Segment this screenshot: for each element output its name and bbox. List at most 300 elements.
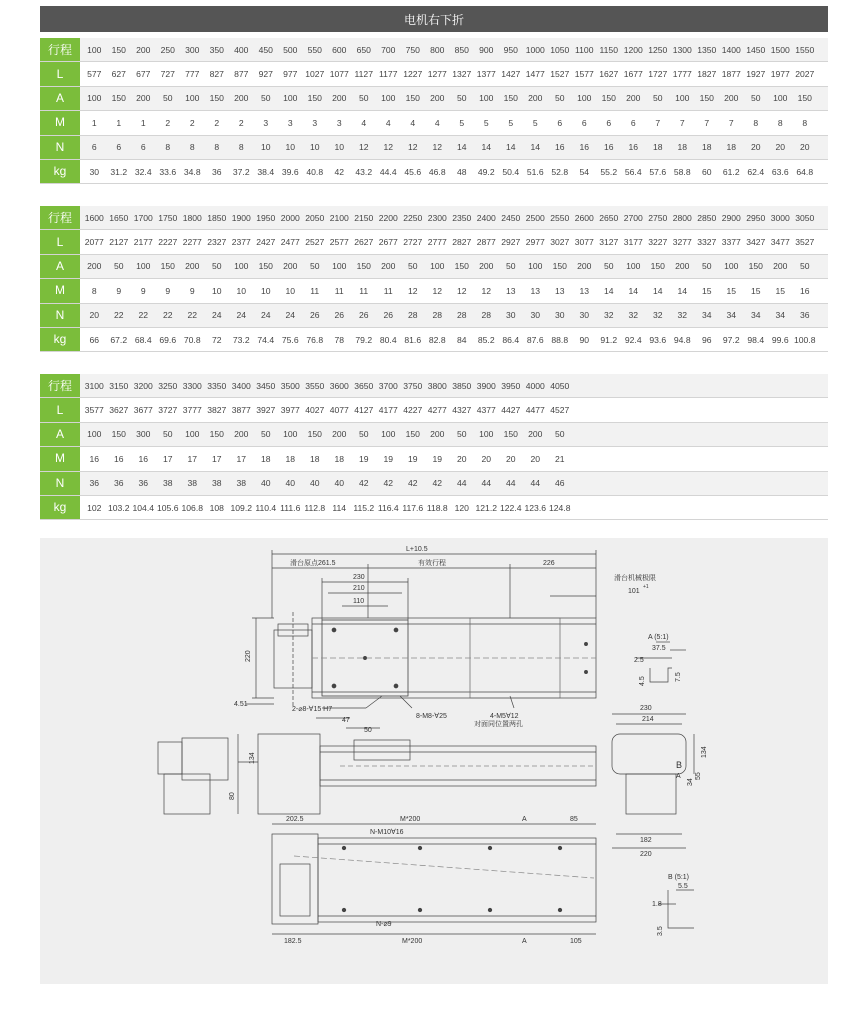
- table-cell: 200: [528, 429, 543, 440]
- table-cell: 100: [773, 93, 788, 104]
- table-cell: 950: [503, 44, 518, 55]
- table-cell: 100: [724, 261, 739, 272]
- row-cells: [80, 374, 828, 397]
- table-cell: 74.4: [257, 334, 275, 345]
- table-cell: 4: [385, 117, 391, 128]
- detail-a-25: 2.5: [634, 657, 644, 664]
- table-cell: 57.6: [649, 166, 667, 177]
- table-cell: 8: [189, 142, 195, 153]
- table-cell: 22: [187, 310, 198, 321]
- table-cell: 4477: [525, 405, 545, 416]
- spec-row: [40, 398, 828, 422]
- table-cell: 1: [91, 117, 97, 128]
- table-cell: 116.4: [377, 502, 399, 513]
- table-cell: 38: [236, 478, 247, 489]
- table-cell: 150: [503, 93, 518, 104]
- table-cell: 100: [185, 429, 200, 440]
- table-cell: 64.8: [796, 166, 814, 177]
- table-cell: 42: [432, 478, 443, 489]
- table-cell: 3750: [403, 380, 423, 391]
- row-cells: [80, 62, 828, 85]
- table-cell: 36: [799, 310, 810, 321]
- table-cell: 110.4: [255, 502, 277, 513]
- table-cell: 16: [628, 142, 639, 153]
- table-cell: 86.4: [502, 334, 520, 345]
- dim-226: 226: [543, 560, 555, 567]
- table-cell: 3777: [182, 405, 202, 416]
- table-cell: 600: [332, 44, 347, 55]
- table-cell: 100: [87, 44, 102, 55]
- table-cell: 16: [579, 142, 590, 153]
- table-cell: 300: [185, 44, 200, 55]
- table-cell: 1400: [721, 44, 741, 55]
- table-cell: 100: [283, 429, 298, 440]
- table-cell: 32.4: [134, 166, 152, 177]
- dimension-drawing-panel: [40, 538, 828, 984]
- table-cell: 5: [532, 117, 538, 128]
- row-cells: [80, 472, 828, 495]
- table-cell: 3077: [574, 237, 594, 248]
- table-cell: 108: [209, 502, 224, 513]
- table-cell: 44: [456, 478, 467, 489]
- dim-origin: 滑台原点261.5: [290, 560, 336, 567]
- table-cell: 650: [356, 44, 371, 55]
- table-cell: 2127: [109, 237, 129, 248]
- table-cell: 200: [773, 261, 788, 272]
- row-cells: [80, 230, 828, 253]
- dim-80: 80: [229, 792, 236, 800]
- table-cell: 50: [456, 429, 467, 440]
- table-cell: 927: [258, 69, 273, 80]
- table-cell: 577: [87, 69, 102, 80]
- table-cell: 150: [748, 261, 763, 272]
- table-cell: 38: [211, 478, 222, 489]
- table-cell: 200: [577, 261, 592, 272]
- end-220: 220: [640, 851, 652, 858]
- table-cell: 3327: [697, 237, 717, 248]
- table-cell: 13: [579, 285, 590, 296]
- table-cell: 18: [260, 453, 271, 464]
- table-cell: 3: [263, 117, 269, 128]
- table-cell: 11: [310, 285, 320, 296]
- row-cells: [80, 423, 828, 446]
- table-cell: 90: [579, 334, 590, 345]
- table-cell: 19: [383, 453, 394, 464]
- table-cell: 14: [652, 285, 663, 296]
- table-cell: 20: [481, 453, 492, 464]
- table-cell: 200: [283, 261, 298, 272]
- table-cell: 2: [214, 117, 220, 128]
- technical-drawing: [40, 538, 828, 984]
- spec-row: [40, 496, 828, 520]
- table-cell: 827: [209, 69, 224, 80]
- table-cell: 14: [603, 285, 614, 296]
- table-cell: 42: [407, 478, 418, 489]
- table-cell: 1177: [379, 69, 398, 80]
- table-cell: 8: [802, 117, 808, 128]
- table-cell: 30: [505, 310, 516, 321]
- table-cell: 3977: [280, 405, 300, 416]
- table-cell: 3400: [231, 380, 251, 391]
- table-cell: 123.6: [524, 502, 546, 513]
- table-cell: 150: [454, 261, 469, 272]
- row-label: kg: [40, 328, 80, 351]
- table-cell: 34: [750, 310, 761, 321]
- detail-a-75: 7.5: [675, 672, 682, 682]
- table-cell: 68.4: [134, 334, 152, 345]
- spec-row: [40, 279, 828, 303]
- table-cell: 2: [165, 117, 171, 128]
- table-cell: 2177: [133, 237, 153, 248]
- table-cell: 17: [187, 453, 198, 464]
- row-cells: [80, 447, 828, 470]
- table-cell: 2827: [452, 237, 472, 248]
- table-cell: 124.8: [548, 502, 571, 513]
- table-cell: 10: [285, 285, 296, 296]
- table-cell: 1050: [550, 44, 570, 55]
- table-cell: 28: [456, 310, 467, 321]
- table-cell: 200: [185, 261, 200, 272]
- table-cell: 200: [234, 429, 249, 440]
- detail-b-title: B (5:1): [668, 874, 690, 881]
- table-cell: 3827: [207, 405, 227, 416]
- table-cell: 1450: [746, 44, 766, 55]
- table-cell: 58.8: [673, 166, 691, 177]
- table-cell: 1200: [623, 44, 643, 55]
- table-cell: 13: [505, 285, 516, 296]
- dim-m200-bottom: M*200: [402, 938, 423, 945]
- table-cell: 150: [111, 44, 126, 55]
- table-cell: 3550: [305, 380, 325, 391]
- table-cell: 30: [89, 166, 100, 177]
- table-cell: 1550: [795, 44, 815, 55]
- table-cell: 72: [211, 334, 222, 345]
- table-cell: 1500: [770, 44, 790, 55]
- table-cell: 40: [260, 478, 271, 489]
- table-cell: 104.4: [132, 502, 154, 513]
- table-cell: 44: [505, 478, 516, 489]
- table-cell: 50: [260, 93, 271, 104]
- table-cell: 45.6: [404, 166, 422, 177]
- table-cell: 2850: [697, 212, 717, 223]
- end-mark-a: A: [676, 773, 681, 780]
- table-cell: 36: [138, 478, 149, 489]
- table-cell: 34: [775, 310, 786, 321]
- table-cell: 24: [211, 310, 222, 321]
- table-cell: 20: [89, 310, 100, 321]
- table-cell: 60: [701, 166, 712, 177]
- table-cell: 2077: [84, 237, 104, 248]
- table-cell: 1650: [109, 212, 129, 223]
- table-cell: 200: [234, 93, 249, 104]
- table-cell: 3450: [256, 380, 276, 391]
- table-cell: 114: [332, 502, 347, 513]
- row-cells: [80, 160, 828, 183]
- table-cell: 118.8: [426, 502, 448, 513]
- table-cell: 4527: [550, 405, 570, 416]
- dim-m5-note: 对面同位置两孔: [474, 721, 523, 728]
- table-cell: 88.8: [551, 334, 569, 345]
- table-cell: 200: [479, 261, 494, 272]
- table-cell: 1227: [403, 69, 423, 80]
- dim-110: 110: [353, 598, 365, 605]
- table-cell: 26: [383, 310, 394, 321]
- table-cell: 12: [407, 285, 418, 296]
- table-cell: 2427: [256, 237, 276, 248]
- table-cell: 12: [358, 142, 369, 153]
- table-cell: 100: [430, 261, 445, 272]
- table-cell: 6: [630, 117, 636, 128]
- table-cell: 102: [87, 502, 102, 513]
- table-cell: 14: [505, 142, 516, 153]
- row-label: A: [40, 255, 80, 278]
- table-cell: 6: [557, 117, 563, 128]
- table-cell: 15: [701, 285, 712, 296]
- table-cell: 14: [677, 285, 688, 296]
- table-cell: 73.2: [232, 334, 250, 345]
- row-label: M: [40, 279, 80, 302]
- table-cell: 150: [650, 261, 665, 272]
- table-cell: 30: [554, 310, 565, 321]
- table-cell: 10: [260, 142, 271, 153]
- table-cell: 2600: [574, 212, 594, 223]
- table-cell: 7: [655, 117, 661, 128]
- table-cell: 42: [358, 478, 369, 489]
- table-cell: 150: [405, 93, 420, 104]
- table-cell: 3: [312, 117, 318, 128]
- table-cell: 46.8: [428, 166, 446, 177]
- table-cell: 700: [381, 44, 396, 55]
- table-cell: 2550: [550, 212, 570, 223]
- dim-m200: M*200: [400, 816, 421, 823]
- table-cell: 1577: [574, 69, 594, 80]
- table-cell: 4377: [476, 405, 496, 416]
- table-cell: 54: [579, 166, 590, 177]
- table-cell: 100: [577, 93, 592, 104]
- table-cell: 4: [361, 117, 367, 128]
- table-cell: 28: [407, 310, 418, 321]
- detail-b-55: 5.5: [678, 883, 688, 890]
- table-cell: 8: [777, 117, 783, 128]
- dim-85: 85: [570, 816, 578, 823]
- end-55: 55: [695, 772, 702, 780]
- table-cell: 6: [606, 117, 612, 128]
- table-cell: 3700: [378, 380, 398, 391]
- table-cell: 12: [407, 142, 418, 153]
- dim-47: 47: [342, 717, 350, 724]
- table-cell: 2000: [280, 212, 300, 223]
- dim-limit-label: 滑台机械极限: [614, 575, 656, 582]
- dim-m8: 8-M8-∀25: [416, 713, 447, 720]
- table-cell: 75.6: [281, 334, 299, 345]
- row-cells: [80, 398, 828, 421]
- table-cell: 1000: [525, 44, 545, 55]
- table-cell: 63.6: [771, 166, 789, 177]
- table-cell: 3177: [623, 237, 643, 248]
- table-cell: 18: [334, 453, 345, 464]
- row-cells: [80, 304, 828, 327]
- table-cell: 28: [481, 310, 492, 321]
- table-cell: 2227: [158, 237, 178, 248]
- spec-row: [40, 328, 828, 352]
- table-cell: 1727: [648, 69, 668, 80]
- table-cell: 92.4: [624, 334, 642, 345]
- table-cell: 12: [383, 142, 394, 153]
- table-cell: 4077: [329, 405, 349, 416]
- table-cell: 1627: [599, 69, 619, 80]
- row-label: L: [40, 230, 80, 253]
- table-cell: 82.8: [428, 334, 446, 345]
- row-cells: [80, 255, 828, 278]
- end-230: 230: [640, 705, 652, 712]
- table-cell: 777: [185, 69, 200, 80]
- table-cell: 12: [481, 285, 492, 296]
- table-cell: 2527: [305, 237, 325, 248]
- table-cell: 26: [334, 310, 345, 321]
- table-cell: 117.6: [402, 502, 424, 513]
- table-cell: 2627: [354, 237, 374, 248]
- dim-1825: 182.5: [284, 938, 302, 945]
- table-cell: 1677: [623, 69, 643, 80]
- row-cells: [80, 328, 828, 351]
- table-cell: 20: [505, 453, 516, 464]
- table-cell: 42: [334, 166, 345, 177]
- table-cell: 99.6: [771, 334, 789, 345]
- table-cell: 44: [530, 478, 541, 489]
- table-cell: 1150: [599, 44, 618, 55]
- table-cell: 76.8: [306, 334, 324, 345]
- table-cell: 2677: [378, 237, 398, 248]
- dim-pin-holes: 2-⌀8-∀15 H7: [292, 706, 333, 713]
- spec-table-1: [40, 38, 828, 184]
- table-cell: 44: [481, 478, 492, 489]
- table-cell: 50: [456, 93, 467, 104]
- row-label: kg: [40, 160, 80, 183]
- table-cell: 42: [383, 478, 394, 489]
- row-cells: [80, 279, 828, 302]
- table-cell: 7: [728, 117, 734, 128]
- table-cell: 15: [726, 285, 737, 296]
- table-cell: 100.8: [793, 334, 816, 345]
- table-cell: 550: [307, 44, 322, 55]
- detail-a-45: 4.5: [639, 676, 646, 686]
- table-cell: 61.2: [722, 166, 740, 177]
- table-cell: 2450: [501, 212, 521, 223]
- spec-row: [40, 206, 828, 230]
- table-cell: 33.6: [159, 166, 177, 177]
- table-cell: 106.8: [181, 502, 203, 513]
- spec-table-2: [40, 206, 828, 352]
- table-cell: 8: [214, 142, 220, 153]
- detail-a-375: 37.5: [652, 645, 666, 652]
- table-cell: 121.2: [475, 502, 497, 513]
- table-cell: 17: [236, 453, 247, 464]
- table-cell: 22: [138, 310, 149, 321]
- table-cell: 50: [358, 93, 369, 104]
- end-182: 182: [640, 837, 652, 844]
- table-cell: 1977: [770, 69, 790, 80]
- table-cell: 1527: [550, 69, 570, 80]
- table-cell: 50: [211, 261, 222, 272]
- spec-row: [40, 374, 828, 398]
- table-cell: 9: [140, 285, 146, 296]
- table-cell: 50.4: [502, 166, 520, 177]
- table-cell: 50: [750, 93, 761, 104]
- table-cell: 150: [699, 93, 714, 104]
- table-cell: 1027: [305, 69, 325, 80]
- table-cell: 6: [91, 142, 97, 153]
- spec-row: [40, 447, 828, 471]
- table-cell: 2900: [721, 212, 741, 223]
- table-cell: 6: [140, 142, 146, 153]
- table-cell: 150: [160, 261, 175, 272]
- table-cell: 17: [162, 453, 173, 464]
- table-cell: 52.8: [551, 166, 569, 177]
- table-cell: 14: [530, 142, 541, 153]
- table-cell: 200: [332, 429, 347, 440]
- table-cell: 34.8: [183, 166, 201, 177]
- spec-row: [40, 304, 828, 328]
- table-cell: 38: [162, 478, 173, 489]
- table-cell: 20: [750, 142, 761, 153]
- table-cell: 37.2: [232, 166, 250, 177]
- table-cell: 1850: [207, 212, 227, 223]
- table-cell: 18: [285, 453, 296, 464]
- table-cell: 15: [775, 285, 786, 296]
- dim-side-134: 134: [249, 752, 256, 764]
- table-cell: 50: [652, 93, 663, 104]
- table-cell: 12: [432, 142, 443, 153]
- dim-105: 105: [570, 938, 582, 945]
- table-cell: 81.6: [404, 334, 422, 345]
- table-cell: 3600: [329, 380, 349, 391]
- table-cell: 400: [234, 44, 249, 55]
- table-cell: 3000: [770, 212, 790, 223]
- end-214: 214: [642, 716, 654, 723]
- row-label: A: [40, 87, 80, 110]
- table-cell: 22: [113, 310, 124, 321]
- table-cell: 3577: [84, 405, 104, 416]
- spec-row: [40, 230, 828, 254]
- row-label: A: [40, 423, 80, 446]
- page-title: 电机右下折: [403, 12, 464, 27]
- table-cell: 2977: [525, 237, 545, 248]
- table-cell: 150: [552, 261, 567, 272]
- table-cell: 150: [111, 429, 126, 440]
- table-cell: 3927: [256, 405, 276, 416]
- table-cell: 24: [260, 310, 271, 321]
- table-cell: 200: [87, 261, 102, 272]
- table-cell: 30: [579, 310, 590, 321]
- table-cell: 40: [334, 478, 345, 489]
- dim-a-bottom: A: [522, 938, 527, 945]
- table-cell: 1900: [231, 212, 251, 223]
- table-cell: 50: [260, 429, 271, 440]
- table-cell: 51.6: [526, 166, 544, 177]
- dim-2025: 202.5: [286, 816, 304, 823]
- table-cell: 11: [383, 285, 393, 296]
- table-cell: 150: [601, 93, 616, 104]
- table-cell: 3427: [746, 237, 766, 248]
- spec-row: [40, 160, 828, 184]
- table-cell: 2300: [427, 212, 447, 223]
- table-cell: 1877: [721, 69, 741, 80]
- table-cell: 84: [456, 334, 467, 345]
- table-cell: 32: [628, 310, 639, 321]
- table-cell: 115.2: [353, 502, 375, 513]
- table-cell: 2: [189, 117, 195, 128]
- table-cell: 2927: [501, 237, 521, 248]
